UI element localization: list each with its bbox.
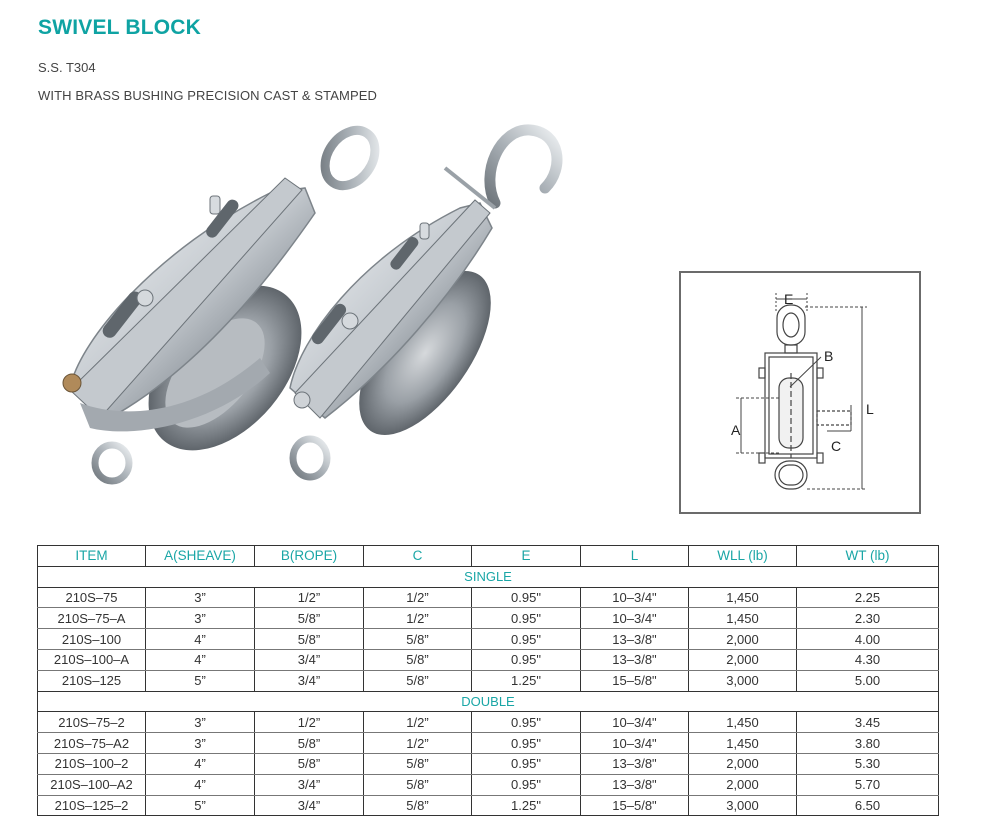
table-cell: 3” [146, 733, 255, 754]
table-cell: 3/4” [255, 649, 364, 670]
table-row [38, 649, 939, 670]
table-cell: 3/4” [255, 670, 364, 691]
header-l: L [581, 546, 689, 567]
table-cell: 5/8” [364, 649, 472, 670]
table-cell: 4” [146, 649, 255, 670]
table-cell: 210S–100–A2 [38, 774, 146, 795]
dimension-a [736, 398, 779, 453]
table-cell: 1,450 [689, 608, 797, 629]
table-cell: 10–3/4" [581, 608, 689, 629]
table-row [38, 733, 939, 754]
table-cell: 210S–75–A [38, 608, 146, 629]
header-e: E [472, 546, 581, 567]
table-cell: 5/8” [364, 795, 472, 816]
label-l: L [866, 401, 874, 417]
table-cell: 1/2” [364, 587, 472, 608]
table-cell: 5/8” [364, 670, 472, 691]
table-cell: 1/2” [255, 587, 364, 608]
spec-table [37, 545, 939, 816]
table-cell: 1/2” [364, 733, 472, 754]
table-cell: 1,450 [689, 733, 797, 754]
table-row [38, 753, 939, 774]
table-cell: 0.95" [472, 712, 581, 733]
dimension-diagram [679, 271, 921, 514]
table-cell: 5/8” [364, 753, 472, 774]
label-c: C [831, 438, 842, 454]
table-cell: 210S–75 [38, 587, 146, 608]
table-cell: 3/4” [255, 774, 364, 795]
header-wt: WT (lb) [797, 546, 939, 567]
table-cell: 5/8” [255, 733, 364, 754]
table-cell: 2,000 [689, 774, 797, 795]
table-row [38, 608, 939, 629]
table-cell: 210S–100–A [38, 649, 146, 670]
group-label: SINGLE [38, 566, 939, 587]
table-cell: 210S–100 [38, 629, 146, 650]
table-cell: 3,000 [689, 670, 797, 691]
table-cell: 5/8” [255, 629, 364, 650]
table-cell: 0.95" [472, 608, 581, 629]
table-cell: 6.50 [797, 795, 939, 816]
table-cell: 5/8” [364, 629, 472, 650]
table-cell: 10–3/4" [581, 733, 689, 754]
group-label: DOUBLE [38, 691, 939, 712]
table-row [38, 774, 939, 795]
table-cell: 2,000 [689, 649, 797, 670]
table-cell: 5.70 [797, 774, 939, 795]
product-photo [40, 118, 600, 518]
spec-table-body [38, 566, 939, 816]
table-row [38, 670, 939, 691]
table-cell: 3/4” [255, 795, 364, 816]
table-row [38, 629, 939, 650]
header-wll: WLL (lb) [689, 546, 797, 567]
product-description: WITH BRASS BUSHING PRECISION CAST & STAMPED [38, 88, 377, 103]
double-swivel-block-image [63, 121, 385, 481]
table-cell: 2.25 [797, 587, 939, 608]
table-row [38, 712, 939, 733]
header-rope: B(ROPE) [255, 546, 364, 567]
header-sheave: A(SHEAVE) [146, 546, 255, 567]
table-cell: 0.95" [472, 649, 581, 670]
table-cell: 210S–75–2 [38, 712, 146, 733]
table-cell: 4” [146, 774, 255, 795]
header-c: C [364, 546, 472, 567]
table-cell: 1.25" [472, 795, 581, 816]
table-cell: 5/8” [364, 774, 472, 795]
table-cell: 210S–100–2 [38, 753, 146, 774]
table-cell: 3.80 [797, 733, 939, 754]
table-cell: 3” [146, 608, 255, 629]
table-cell: 1.25" [472, 670, 581, 691]
table-cell: 4.30 [797, 649, 939, 670]
table-cell: 2.30 [797, 608, 939, 629]
table-cell: 0.95" [472, 629, 581, 650]
table-group-row [38, 691, 939, 712]
table-cell: 210S–125 [38, 670, 146, 691]
table-header-row [38, 546, 939, 567]
table-row [38, 587, 939, 608]
table-cell: 0.95" [472, 753, 581, 774]
table-cell: 4.00 [797, 629, 939, 650]
table-cell: 13–3/8" [581, 774, 689, 795]
table-cell: 15–5/8" [581, 795, 689, 816]
table-cell: 210S–75–A2 [38, 733, 146, 754]
table-cell: 13–3/8" [581, 629, 689, 650]
table-cell: 2,000 [689, 629, 797, 650]
table-cell: 5” [146, 670, 255, 691]
table-cell: 1,450 [689, 712, 797, 733]
label-b: B [824, 348, 834, 364]
table-cell: 5” [146, 795, 255, 816]
table-cell: 5/8” [255, 608, 364, 629]
table-cell: 0.95" [472, 733, 581, 754]
table-cell: 5/8” [255, 753, 364, 774]
table-cell: 3” [146, 712, 255, 733]
table-cell: 4” [146, 753, 255, 774]
material-spec: S.S. T304 [38, 60, 96, 75]
table-cell: 1/2” [364, 608, 472, 629]
table-cell: 210S–125–2 [38, 795, 146, 816]
table-cell: 10–3/4" [581, 712, 689, 733]
bottom-eye-drawing [775, 461, 807, 489]
table-cell: 5.30 [797, 753, 939, 774]
table-cell: 3.45 [797, 712, 939, 733]
table-row [38, 795, 939, 816]
table-cell: 0.95" [472, 774, 581, 795]
table-cell: 4” [146, 629, 255, 650]
table-cell: 13–3/8" [581, 649, 689, 670]
table-cell: 1/2” [255, 712, 364, 733]
dimension-l [805, 307, 867, 489]
swivel-eye-drawing [777, 305, 805, 353]
table-cell: 2,000 [689, 753, 797, 774]
table-cell: 10–3/4" [581, 587, 689, 608]
table-cell: 13–3/8" [581, 753, 689, 774]
dimension-c [827, 405, 851, 431]
label-a: A [731, 422, 741, 438]
table-cell: 0.95" [472, 587, 581, 608]
label-e: E [784, 291, 794, 307]
table-cell: 15–5/8" [581, 670, 689, 691]
page-title: SWIVEL BLOCK [38, 16, 202, 39]
table-cell: 3” [146, 587, 255, 608]
table-cell: 5.00 [797, 670, 939, 691]
table-cell: 3,000 [689, 795, 797, 816]
header-item: ITEM [38, 546, 146, 567]
table-cell: 1,450 [689, 587, 797, 608]
table-group-row [38, 566, 939, 587]
table-cell: 1/2” [364, 712, 472, 733]
